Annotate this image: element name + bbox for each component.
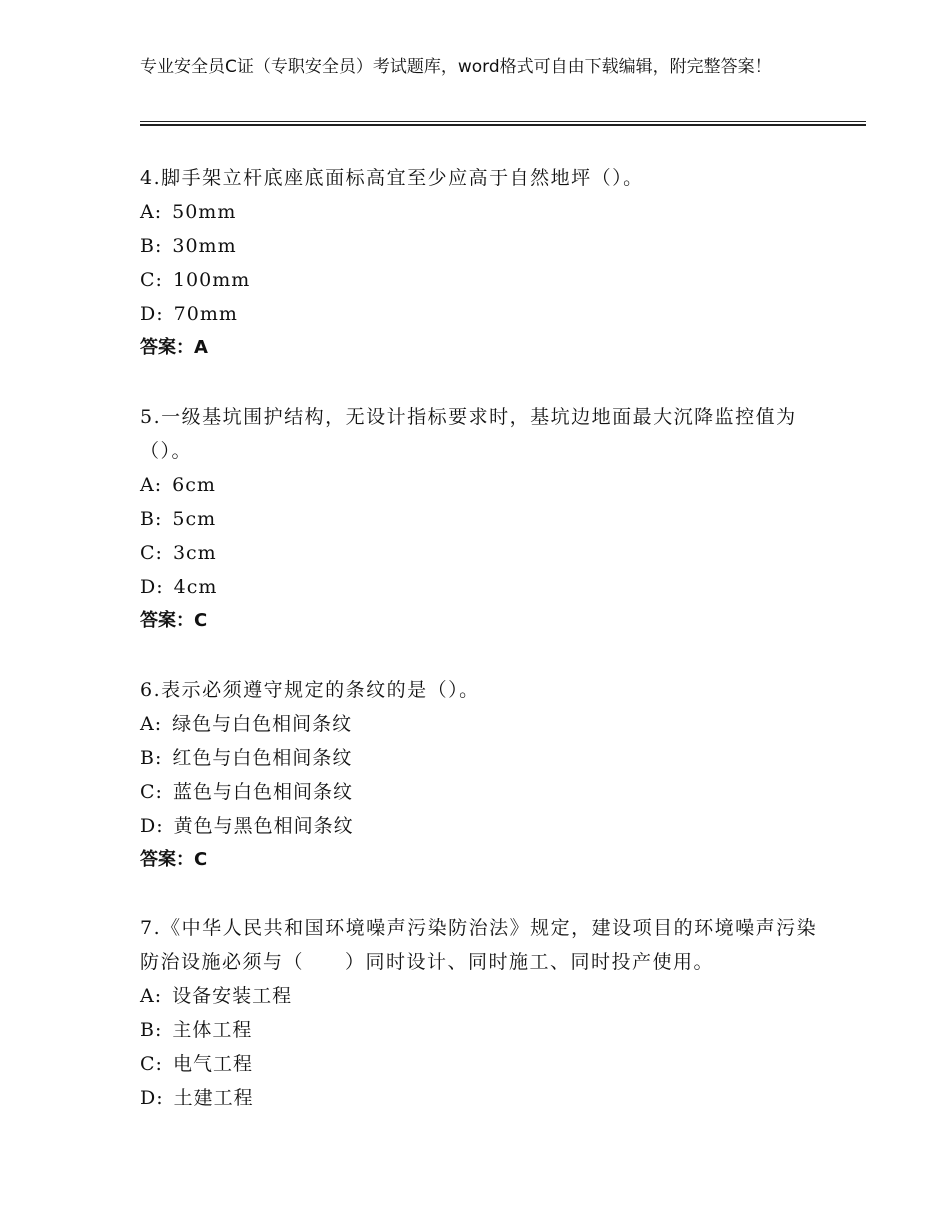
option-a xyxy=(140,468,820,502)
option-text: 30mm xyxy=(172,235,237,257)
option-letter: C: xyxy=(140,1053,163,1075)
option-letter: D: xyxy=(140,815,164,837)
header-divider-thin xyxy=(140,121,866,122)
option-letter: B: xyxy=(140,235,163,257)
option-letter: C: xyxy=(140,269,163,291)
option-text: 蓝色与白色相间条纹 xyxy=(172,781,353,803)
option-text: 5cm xyxy=(172,508,217,530)
option-text: 4cm xyxy=(173,576,218,598)
question-title: 5.一级基坑围护结构，无设计指标要求时，基坑边地面最大沉降监控值为（）。 xyxy=(140,406,797,462)
option-letter: A: xyxy=(140,713,163,735)
question-7 xyxy=(140,911,820,1115)
option-text: 6cm xyxy=(172,474,216,496)
option-letter: B: xyxy=(140,747,163,769)
option-letter: B: xyxy=(140,1019,163,1041)
option-b xyxy=(140,229,820,263)
option-text: 绿色与白色相间条纹 xyxy=(172,713,353,735)
answer-label: 答案：C xyxy=(140,610,208,631)
option-c xyxy=(140,536,820,570)
option-c xyxy=(140,263,820,297)
question-5 xyxy=(140,400,820,638)
option-d xyxy=(140,809,820,843)
option-letter: C: xyxy=(140,781,163,803)
option-text: 100mm xyxy=(172,269,251,291)
answer-label: 答案：A xyxy=(140,337,208,358)
option-text: 土建工程 xyxy=(173,1087,254,1109)
option-letter: D: xyxy=(140,576,164,598)
option-letter: D: xyxy=(140,1087,164,1109)
option-c xyxy=(140,1047,820,1081)
option-text: 50mm xyxy=(172,201,237,223)
option-text: 电气工程 xyxy=(172,1053,253,1075)
option-c xyxy=(140,775,820,809)
header-divider-thick xyxy=(140,124,866,126)
option-a xyxy=(140,195,820,229)
option-text: 设备安装工程 xyxy=(172,985,293,1007)
option-letter: C: xyxy=(140,542,163,564)
answer-label: 答案：C xyxy=(140,849,208,870)
question-title: 4.脚手架立杆底座底面标高宜至少应高于自然地坪（）。 xyxy=(140,167,644,189)
option-text: 70mm xyxy=(173,303,238,325)
question-title: 6.表示必须遵守规定的条纹的是（）。 xyxy=(140,679,480,701)
question-6 xyxy=(140,673,820,877)
option-text: 3cm xyxy=(172,542,217,564)
option-text: 红色与白色相间条纹 xyxy=(172,747,353,769)
option-b xyxy=(140,741,820,775)
option-a xyxy=(140,979,820,1013)
option-a xyxy=(140,707,820,741)
option-letter: A: xyxy=(140,985,163,1007)
option-letter: D: xyxy=(140,303,164,325)
option-b xyxy=(140,1013,820,1047)
question-title: 7.《中华人民共和国环境噪声污染防治法》规定，建设项目的环境噪声污染防治设施必须与（ ）同时设计、同时施工、同时投产使用。 xyxy=(140,917,818,973)
option-letter: B: xyxy=(140,508,163,530)
option-d xyxy=(140,570,820,604)
option-letter: A: xyxy=(140,201,163,223)
option-d xyxy=(140,297,820,331)
document-header: 专业安全员C证（专职安全员）考试题库，word格式可自由下载编辑，附完整答案！ xyxy=(140,57,772,77)
option-letter: A: xyxy=(140,474,163,496)
option-b xyxy=(140,502,820,536)
option-text: 主体工程 xyxy=(172,1019,253,1041)
option-text: 黄色与黑色相间条纹 xyxy=(173,815,354,837)
option-d xyxy=(140,1081,820,1115)
question-4 xyxy=(140,161,820,365)
